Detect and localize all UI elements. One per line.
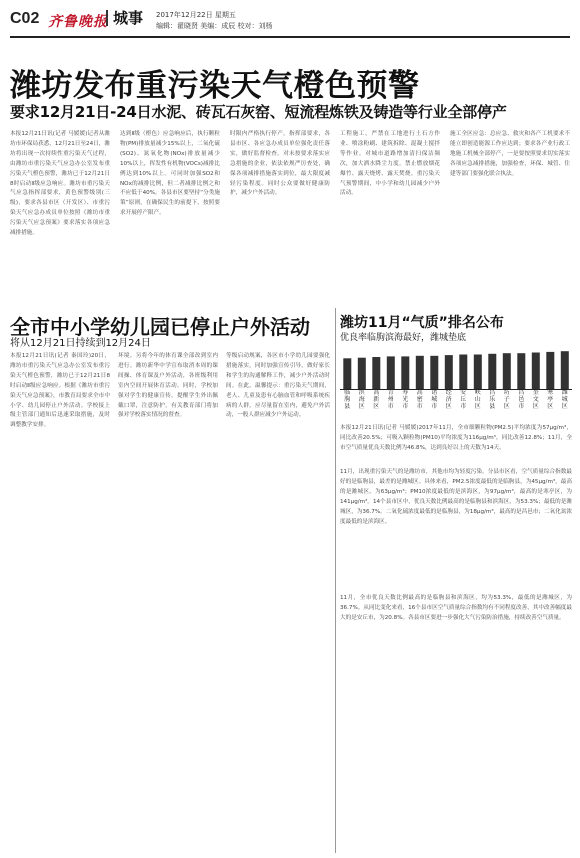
chart-bar-0 (343, 358, 351, 390)
story3-subtitle: 优良率临朐滨海最好，潍城垫底 (340, 333, 467, 343)
chart-category-label: 潍城区 (561, 389, 568, 410)
chart-category-label: 安丘市 (460, 389, 467, 410)
newspaper-logo: 齐鲁晚报 (48, 14, 108, 30)
chart-category-label: 诸城市 (431, 389, 438, 410)
chart-category-label: 寿光市 (402, 389, 409, 410)
story2-subtitle: 将从12月21日持续到12月24日 (10, 338, 151, 349)
editor-credits: 编辑：翟晓贤 美编：成辰 校对：刘杨 (156, 22, 273, 30)
chart-category-label: 寒亭区 (547, 389, 554, 410)
story3-paragraph-1: 本报12月21日讯(记者 马媛媛)2017年11月，全市细颗粒物(PM2.5)平均浓度为57μg/m³，同比改善20.5%；可吸入颗粒物(PM10)平均浓度为116μg/m³，同比改善12.8%；11月，全市空气质量优良天数比例为46.8%，达到良好以上的天数为14天。 (340, 425, 572, 451)
masthead-rule (10, 36, 570, 38)
story2-column-3: 等级启动规案，各区市小学幼儿园要强化措施落实，同时加强宣传引导，做好家长和学生的沟通解释工作，减少户外活动时间。在此，温馨提示：重污染天气期间，老人、儿童及患有心脑血管和呼吸系统疾病的人群，应尽量留在室内，避免户外活动，一般人群应减少户外运动。 (226, 353, 330, 419)
chart-category-label: 高密市 (416, 389, 423, 410)
masthead (10, 8, 570, 38)
lead-subheadline: 要求12月21日-24日水泥、砖瓦石灰窑、短流程炼铁及铸造等行业全部停产 (10, 103, 507, 121)
chart-category-label: 坊子区 (503, 389, 510, 410)
chart-bar-1 (358, 358, 366, 390)
section-name: 城事 (106, 10, 143, 26)
lead-column-1: 本报12月21日讯(记者 马媛媛)记者从潍坊市环保局获悉，12月21日至24日，潍坊将出现一次持续性重污染天气过程，由潍坊市重污染天气应急办公室发布重污染天气橙色预警，潍坊已于12月21日8时启动Ⅱ级应急响应。潍坊市重污染天气应急指挥部要求，黄色预警级别(三级)，要求各县市区（开发区）、市重污染天气应急办成员单位按照《潍坊市重污染天气应急预案》要求落实各项应急减排措施。 (10, 131, 110, 237)
chart-category-label: 临朐县 (344, 389, 351, 410)
column-divider (335, 308, 336, 853)
lead-column-4: 工程施工，严禁在工地进行土石方作业、喷涂粉刷、建筑拆除、混凝土搅拌等作业。对城市道路增加清扫保洁频次，加大洒水降尘力度。禁止燃放烟花爆竹、露天烧烤、露天焚烧。重污染天气预警期间，中小学和幼儿园减少户外活动。 (340, 131, 440, 197)
chart-bar-5 (416, 356, 424, 390)
chart-bar-8 (459, 355, 467, 391)
chart-bar-2 (372, 357, 380, 390)
story3-paragraph-3: 11月，全市优良天数比例最高的是临朐县和滨海区，均为53.3%，最低的是潍城区，为36.7%。从同比变化来看，16个县市区空气质量综合指数均有不同程度改善，其中改善幅度最大的是安丘市，为20.8%。各县市区要进一步强化大气污染防治措施，持续改善空气质量。 (340, 595, 572, 621)
page-code: C02 (10, 10, 40, 27)
story2-column-2: 坏境。另将今年的体育课全部改到室内进行。潍坊新华中学宣布取消本周的课间操、体育课及户外活动，各班级利用室内空间开展体育活动。同时，学校加强对学生的健康宣传，提醒学生外出佩戴口罩，注意防护。有关教育部门将加强对学校落实情况的督查。 (118, 353, 218, 419)
chart-bar-7 (445, 355, 453, 390)
lead-column-2: 达到Ⅱ级（橙色）应急响应后，执行颗粒物(PM)排放量减少15%以上，二氧化硫(SO2)、氮氧化物(NOx)排放量减少10%以上，挥发性有机物(VOCs)减排比例达到10%以上。可同时加强SO2和NOx的减排比例，但二者减排比例之和不应低于40%。各县市区要坚持“分类施策”原则，在确保民生的前提下，按照要求开展停产限产。 (120, 131, 220, 217)
chart-bar-3 (387, 356, 395, 390)
chart-category-label: 青州市 (387, 389, 394, 410)
story2-title: 全市中小学幼儿园已停止户外活动 (10, 315, 310, 339)
chart-bar-15 (561, 351, 569, 390)
lead-headline: 潍坊发布重污染天气橙色预警 (10, 68, 420, 104)
story3-paragraph-2: 11月，出现重污染天气的是潍坊市，其他市均为轻度污染。分县市区看，空气质量综合指数最好的是临朐县，最差的是潍城区。具体来看，PM2.5浓度最低的是临朐县，为45μg/m³，最高的是潍城区，为63μg/m³；PM10浓度最低的是滨海区，为97μg/m³，最高的是寒亭区，为141μg/m³。14个县市区中，优良天数比例最高的是临朐县和滨海区，为53.3%；最低的是潍城区，为36.7%。二氧化硫浓度最低的是临朐县，为18μg/m³，最高的是昌邑市；二氧化氮浓度最低的是滨海区。 (340, 469, 572, 525)
lead-column-3: 时限内严格执行停产，指挥部要求，各县市区、各应急办成员单位强化责任落实，做好监督检查。对未按要求落实应急措施的企业，依法依规严厉查处，确保各项减排措施落实到位，最大限度减轻污染程度。同时公众要做好健康防护，减少户外活动。 (230, 131, 330, 197)
chart-category-label: 奎文区 (532, 389, 539, 410)
chart-category-label: 滨海区 (358, 389, 365, 410)
chart-category-label: 昌乐县 (489, 389, 496, 410)
story3-title: 潍坊11月“气质”排名公布 (340, 315, 504, 331)
chart-bar-6 (430, 356, 438, 390)
chart-bar-9 (474, 355, 482, 391)
chart-bar-4 (401, 356, 409, 390)
issue-date: 2017年12月22日 星期五 (156, 11, 236, 19)
chart-category-label: 峡山区 (474, 389, 481, 410)
chart-category-labels (340, 389, 572, 421)
chart-category-label: 昌邑市 (518, 389, 525, 410)
chart-category-label: 经济区 (445, 389, 452, 410)
chart-bar-14 (546, 352, 554, 390)
lead-column-5: 施工全区应急：总应急、救灾和各产工机要求不能立即创造能源工作应达到；要求各产业行政工地施工机械全部停产，一是要按照要求切实落实各项应急减排措施，加强检查，环保、城管、住建等部门要强化联合执法。 (450, 131, 570, 177)
chart-bar-11 (503, 353, 511, 390)
chart-bar-12 (517, 353, 525, 390)
chart-bar-13 (532, 353, 540, 391)
chart-category-label: 高新区 (373, 389, 380, 410)
story2-column-1: 本报12月21日讯(记者 秦国玲)20日，潍坊市重污染天气应急办公室发布重污染天气橙色预警，潍坊已于12月21日8时启动Ⅱ级应急响应。根据《潍坊市重污染天气应急预案》，市教育局要求全市中小学、幼儿园停止户外活动。学校接上级主管部门通知后迅速采取措施，及时调整教学安排。 (10, 353, 110, 429)
chart-bar-10 (488, 354, 496, 390)
air-quality-bar-chart (340, 346, 572, 390)
